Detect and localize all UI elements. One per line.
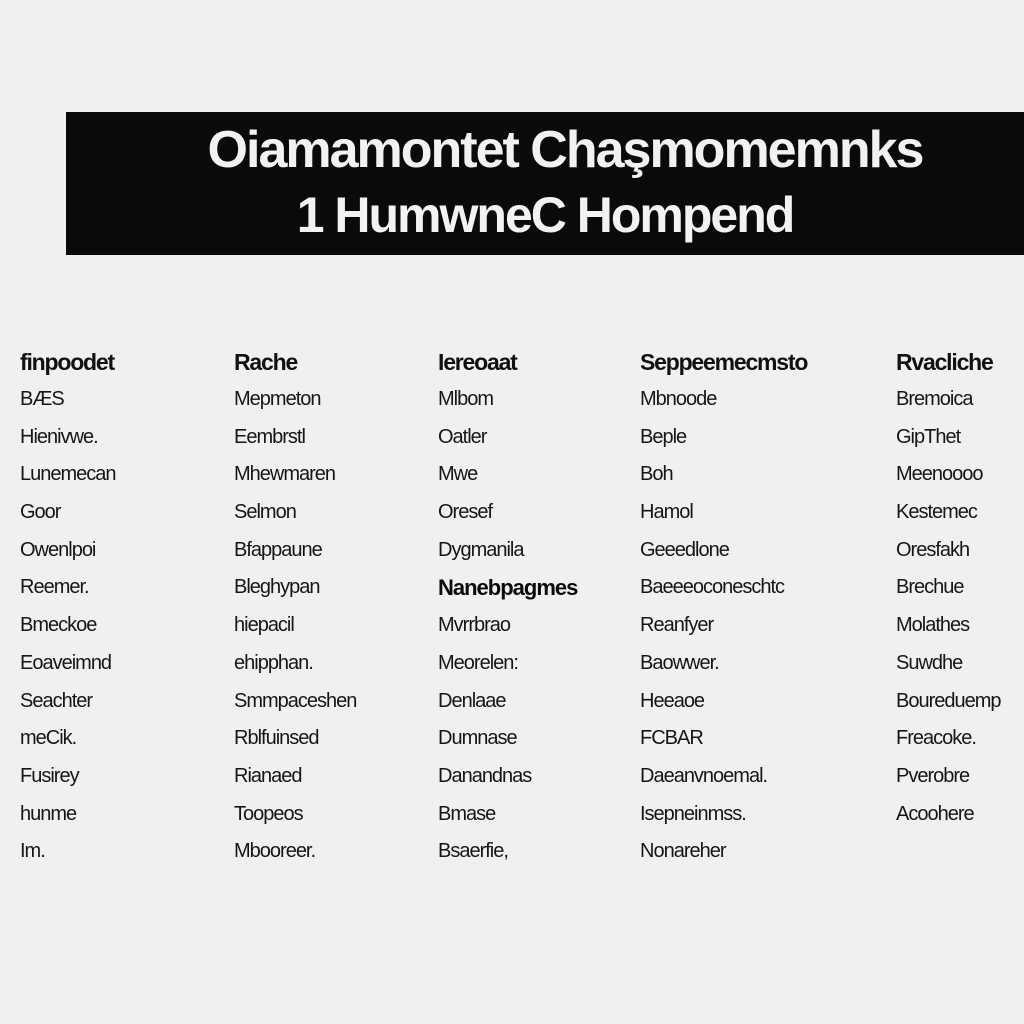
table-cell: Baeeeoconeschtc xyxy=(640,576,785,599)
banner-title-line-1: Oiamamontet Chaşmomemnks xyxy=(207,121,923,179)
table-cell: Eoaveimnd xyxy=(20,651,112,674)
table-cell: Mlbom xyxy=(438,388,494,410)
table-column xyxy=(20,343,116,871)
table-cell: Dumnase xyxy=(438,727,517,750)
table-cell: Toopeos xyxy=(234,802,303,825)
table-cell: Oresef xyxy=(438,501,493,524)
table-cell: Reanfyer xyxy=(640,614,714,637)
table-cell: Bfappaune xyxy=(234,538,322,561)
table-column xyxy=(234,343,356,871)
banner-title-line-2: 1 HumwneC Hompend xyxy=(296,187,794,243)
table-cell: ehipphan. xyxy=(234,651,313,674)
table-cell: Mhewmaren xyxy=(234,463,336,486)
table-cell: Nonareher xyxy=(640,840,726,863)
table-column xyxy=(640,343,807,871)
table-cell: Mbnoode xyxy=(640,388,717,410)
table-cell: Freacoke. xyxy=(896,727,976,750)
table-cell: Rianaed xyxy=(234,764,302,787)
table-cell: Bsaerfie, xyxy=(438,840,508,863)
table-cell: Owenlpoi xyxy=(20,538,96,561)
column-header: Rache xyxy=(234,349,298,375)
table-cell: Nanebpagmes xyxy=(438,575,578,601)
table-cell: Lunemecan xyxy=(20,463,116,486)
table-cell: Bmase xyxy=(438,802,496,825)
table-cell: Bremoica xyxy=(896,388,973,410)
table-cell: Denlaae xyxy=(438,689,506,712)
column-header: finpoodet xyxy=(20,349,114,375)
table-cell: Geeedlone xyxy=(640,538,729,561)
data-table xyxy=(0,343,1024,873)
table-cell xyxy=(896,833,1001,871)
table-cell: Bmeckoe xyxy=(20,614,97,637)
table-cell: Goor xyxy=(20,501,61,524)
table-cell: Dygmanila xyxy=(438,538,524,561)
table-cell: Suwdhe xyxy=(896,651,963,674)
table-cell: Brechue xyxy=(896,576,964,599)
table-cell: Meenoooo xyxy=(896,463,983,486)
table-cell: Smmpaceshen xyxy=(234,689,357,712)
title-banner xyxy=(66,112,1024,255)
table-cell: Acoohere xyxy=(896,802,974,825)
table-cell: Heeaoe xyxy=(640,689,705,712)
table-cell: Oatler xyxy=(438,425,487,448)
table-cell: meCik. xyxy=(20,727,77,750)
table-cell: Mvrrbrao xyxy=(438,614,511,637)
column-header: Rvacliche xyxy=(896,349,993,375)
column-header: Seppeemecmsto xyxy=(640,349,808,375)
table-cell: Kestemec xyxy=(896,501,977,524)
table-cell: Seachter xyxy=(20,689,93,712)
table-cell: Fusirey xyxy=(20,764,79,787)
table-cell: Daeanvnoemal. xyxy=(640,764,768,787)
table-cell: Rblfuinsed xyxy=(234,727,319,750)
table-cell: Reemer. xyxy=(20,576,89,599)
table-cell: Selmon xyxy=(234,501,296,524)
table-cell: Molathes xyxy=(896,614,970,637)
table-cell: Beple xyxy=(640,425,687,448)
table-cell: Pverobre xyxy=(896,764,970,787)
table-cell: Mepmeton xyxy=(234,388,321,410)
table-cell: Boureduemp xyxy=(896,689,1001,712)
table-cell: hunme xyxy=(20,802,77,825)
table-cell: Danandnas xyxy=(438,764,532,787)
table-cell: FCBAR xyxy=(640,727,703,750)
column-header: Iereoaat xyxy=(438,349,517,375)
table-column xyxy=(438,343,577,871)
table-column xyxy=(896,343,1001,871)
table-cell: Baowwer. xyxy=(640,651,719,674)
table-cell: hiepacil xyxy=(234,614,294,637)
table-cell: GipThet xyxy=(896,425,961,448)
table-cell: Isepneinmss. xyxy=(640,802,746,825)
table-cell: Eembrstl xyxy=(234,425,305,448)
table-cell: Hienivwe. xyxy=(20,425,98,448)
table-cell: Mwe xyxy=(438,463,478,486)
table-cell: Boh xyxy=(640,463,673,486)
table-cell: Bleghypan xyxy=(234,576,320,599)
table-cell: Hamol xyxy=(640,501,693,524)
table-cell: Oresfakh xyxy=(896,538,970,561)
table-cell: Im. xyxy=(20,840,45,863)
table-cell: Meorelen: xyxy=(438,651,518,674)
table-cell: BÆS xyxy=(20,388,64,410)
table-cell: Mbooreer. xyxy=(234,840,316,863)
